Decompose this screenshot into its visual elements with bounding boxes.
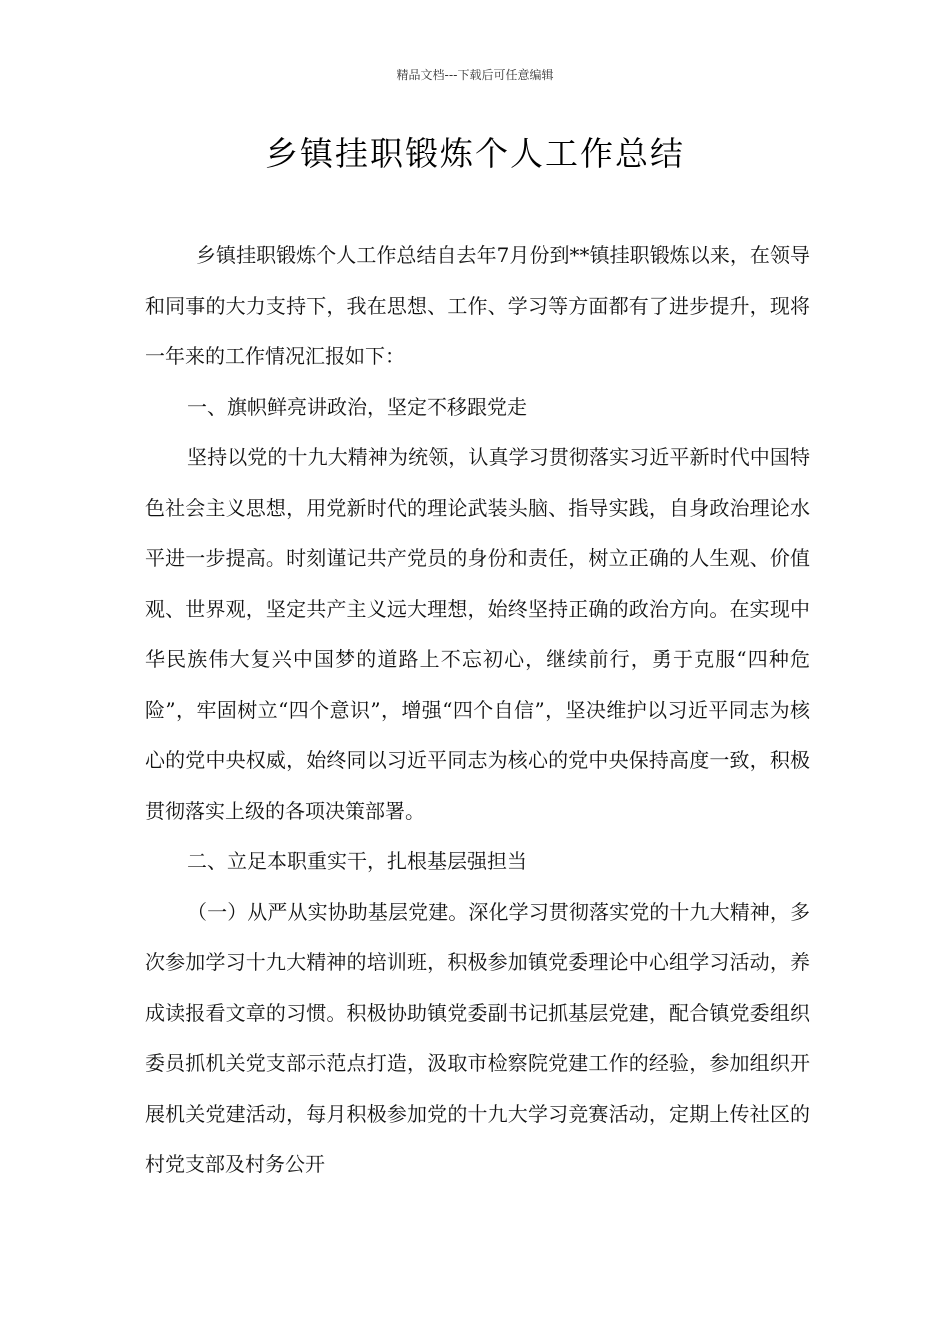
document-title: 乡镇挂职锻炼个人工作总结 (265, 134, 685, 173)
section-2-paragraph: （一）从严从实协助基层党建。深化学习贯彻落实党的十九大精神，多次参加学习十九大精神的培训班，积极参加镇党委理论中心组学习活动，养成读报看文章的习惯。积极协助镇党委副书记抓基层党建，配合镇党委组织委员抓机关党支部示范点打造，汲取市检察院党建工作的经验，参加组织开展机关党建活动，每月积极参加党的十九大学习竞赛活动，定期上传社区的村党支部及村务公开 (145, 899, 810, 1176)
section-heading-2: 二、立足本职重实干，扎根基层强担当 (187, 849, 527, 873)
section-1-paragraph: 坚持以党的十九大精神为统领，认真学习贯彻落实习近平新时代中国特色社会主义思想，用党新时代的理论武装头脑、指导实践，自身政治理论水平进一步提高。时刻谨记共产党员的身份和责任，树立正确的人生观、价值观、世界观，坚定共产主义远大理想，始终坚持正确的政治方向。在实现中华民族伟大复兴中国梦的道路上不忘初心，继续前行，勇于克服“四种危险”，牢固树立“四个意识”，增强“四个自信”，坚决维护以习近平同志为核心的党中央权威，始终同以习近平同志为核心的党中央保持高度一致，积极贯彻落实上级的各项决策部署。 (145, 445, 810, 823)
document-body (145, 230, 810, 1190)
section-heading-1: 一、旗帜鲜亮讲政治，坚定不移跟党走 (187, 394, 527, 419)
page-header: 精品文档---下载后可任意编辑 (396, 68, 554, 82)
intro-paragraph: 乡镇挂职锻炼个人工作总结自去年7月份到**镇挂职锻炼以来，在领导和同事的大力支持下，我在思想、工作、学习等方面都有了进步提升，现将一年来的工作情况汇报如下： (145, 243, 810, 368)
